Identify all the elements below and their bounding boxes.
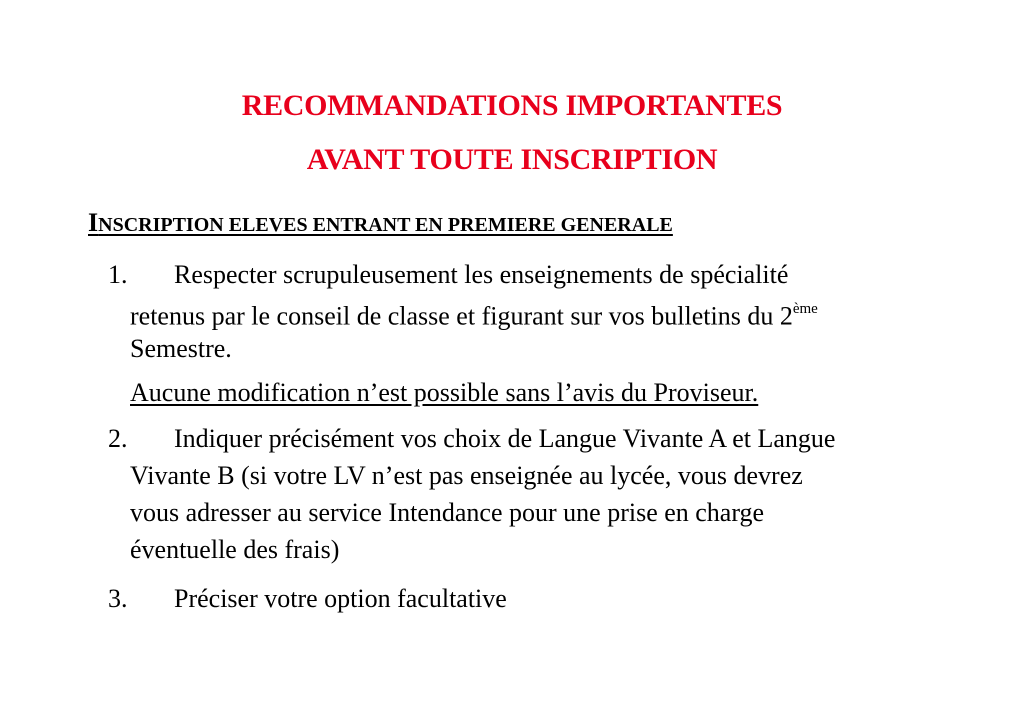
item-text-line: vous adresser au service Intendance pour une prise en charge: [130, 498, 765, 527]
section-heading: [88, 210, 673, 238]
item-text-line: Semestre.: [130, 334, 232, 363]
item-number: 1.: [108, 260, 128, 289]
item-text-line: [130, 292, 818, 336]
item-text-line: Vivante B (si votre LV n’est pas enseignée au lycée, vous devrez: [130, 461, 803, 490]
section-heading-initial: I: [88, 208, 99, 237]
page-title-line-1: RECOMMANDATIONS IMPORTANTES: [241, 89, 783, 122]
item-text-segment: retenus par le conseil de classe et figurant sur vos bulletins du 2: [130, 301, 793, 331]
item-text-line: Préciser votre option facultative: [174, 584, 507, 613]
item-note: Aucune modification n’est possible sans l’avis du Proviseur.: [130, 378, 759, 407]
superscript-text: ème: [792, 301, 818, 317]
item-number: 3.: [108, 584, 128, 613]
page-title-line-2: AVANT TOUTE INSCRIPTION: [306, 143, 718, 176]
item-text-line: éventuelle des frais): [130, 535, 340, 564]
item-text-line: Indiquer précisément vos choix de Langue Vivante A et Langue: [174, 424, 836, 453]
item-text-line: Respecter scrupuleusement les enseignements de spécialité: [174, 260, 789, 289]
section-heading-text: NSCRIPTION ELEVES ENTRANT EN PREMIERE GENERALE: [98, 214, 673, 236]
item-number: 2.: [108, 424, 128, 453]
